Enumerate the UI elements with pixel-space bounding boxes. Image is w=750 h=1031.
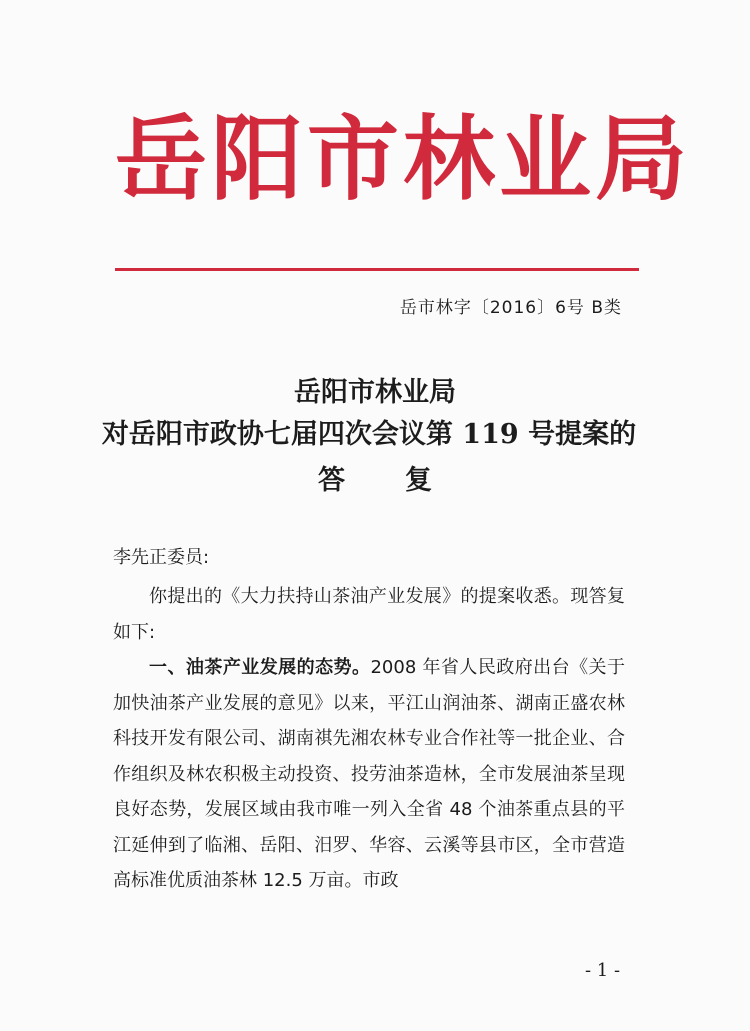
body-paragraph-section-1 (113, 650, 625, 899)
page-number: - 1 - (585, 960, 621, 981)
body-paragraph-intro: 你提出的《大力扶持山茶油产业发展》的提案收悉。现答复如下: (113, 586, 625, 643)
salutation: 李先正委员: (113, 547, 210, 568)
letterhead-red-rule (115, 268, 639, 271)
section-1-text: 2008 年省人民政府出台《关于加快油茶产业发展的意见》以来，平江山润油茶、湖南正盛农林科技开发有限公司、湖南祺先湘农林专业合作社等一批企业、合作组织及林农积极主动投资、投劳油茶造林，全市发展油茶呈现良好态势，发展区域由我市唯一列入全省 48 个油茶重点县的平江延伸到了临湘、岳阳、汨罗、华容、云溪等县市区，全市营造高标准优质油茶林 12.5 万亩。市政 (113, 657, 626, 891)
letterhead-org-name: 岳阳市林业局 (115, 105, 692, 213)
document-number: 岳市林字〔2016〕6号 B类 (399, 298, 622, 318)
title-line-1: 岳阳市林业局 (294, 377, 456, 408)
section-heading-1: 一、油茶产业发展的态势。 (149, 657, 371, 678)
document-body (113, 579, 625, 899)
title-line-2: 对岳阳市政协七届四次会议第 119 号提案的 (101, 419, 637, 450)
title-line-3: 答复 (318, 465, 492, 496)
